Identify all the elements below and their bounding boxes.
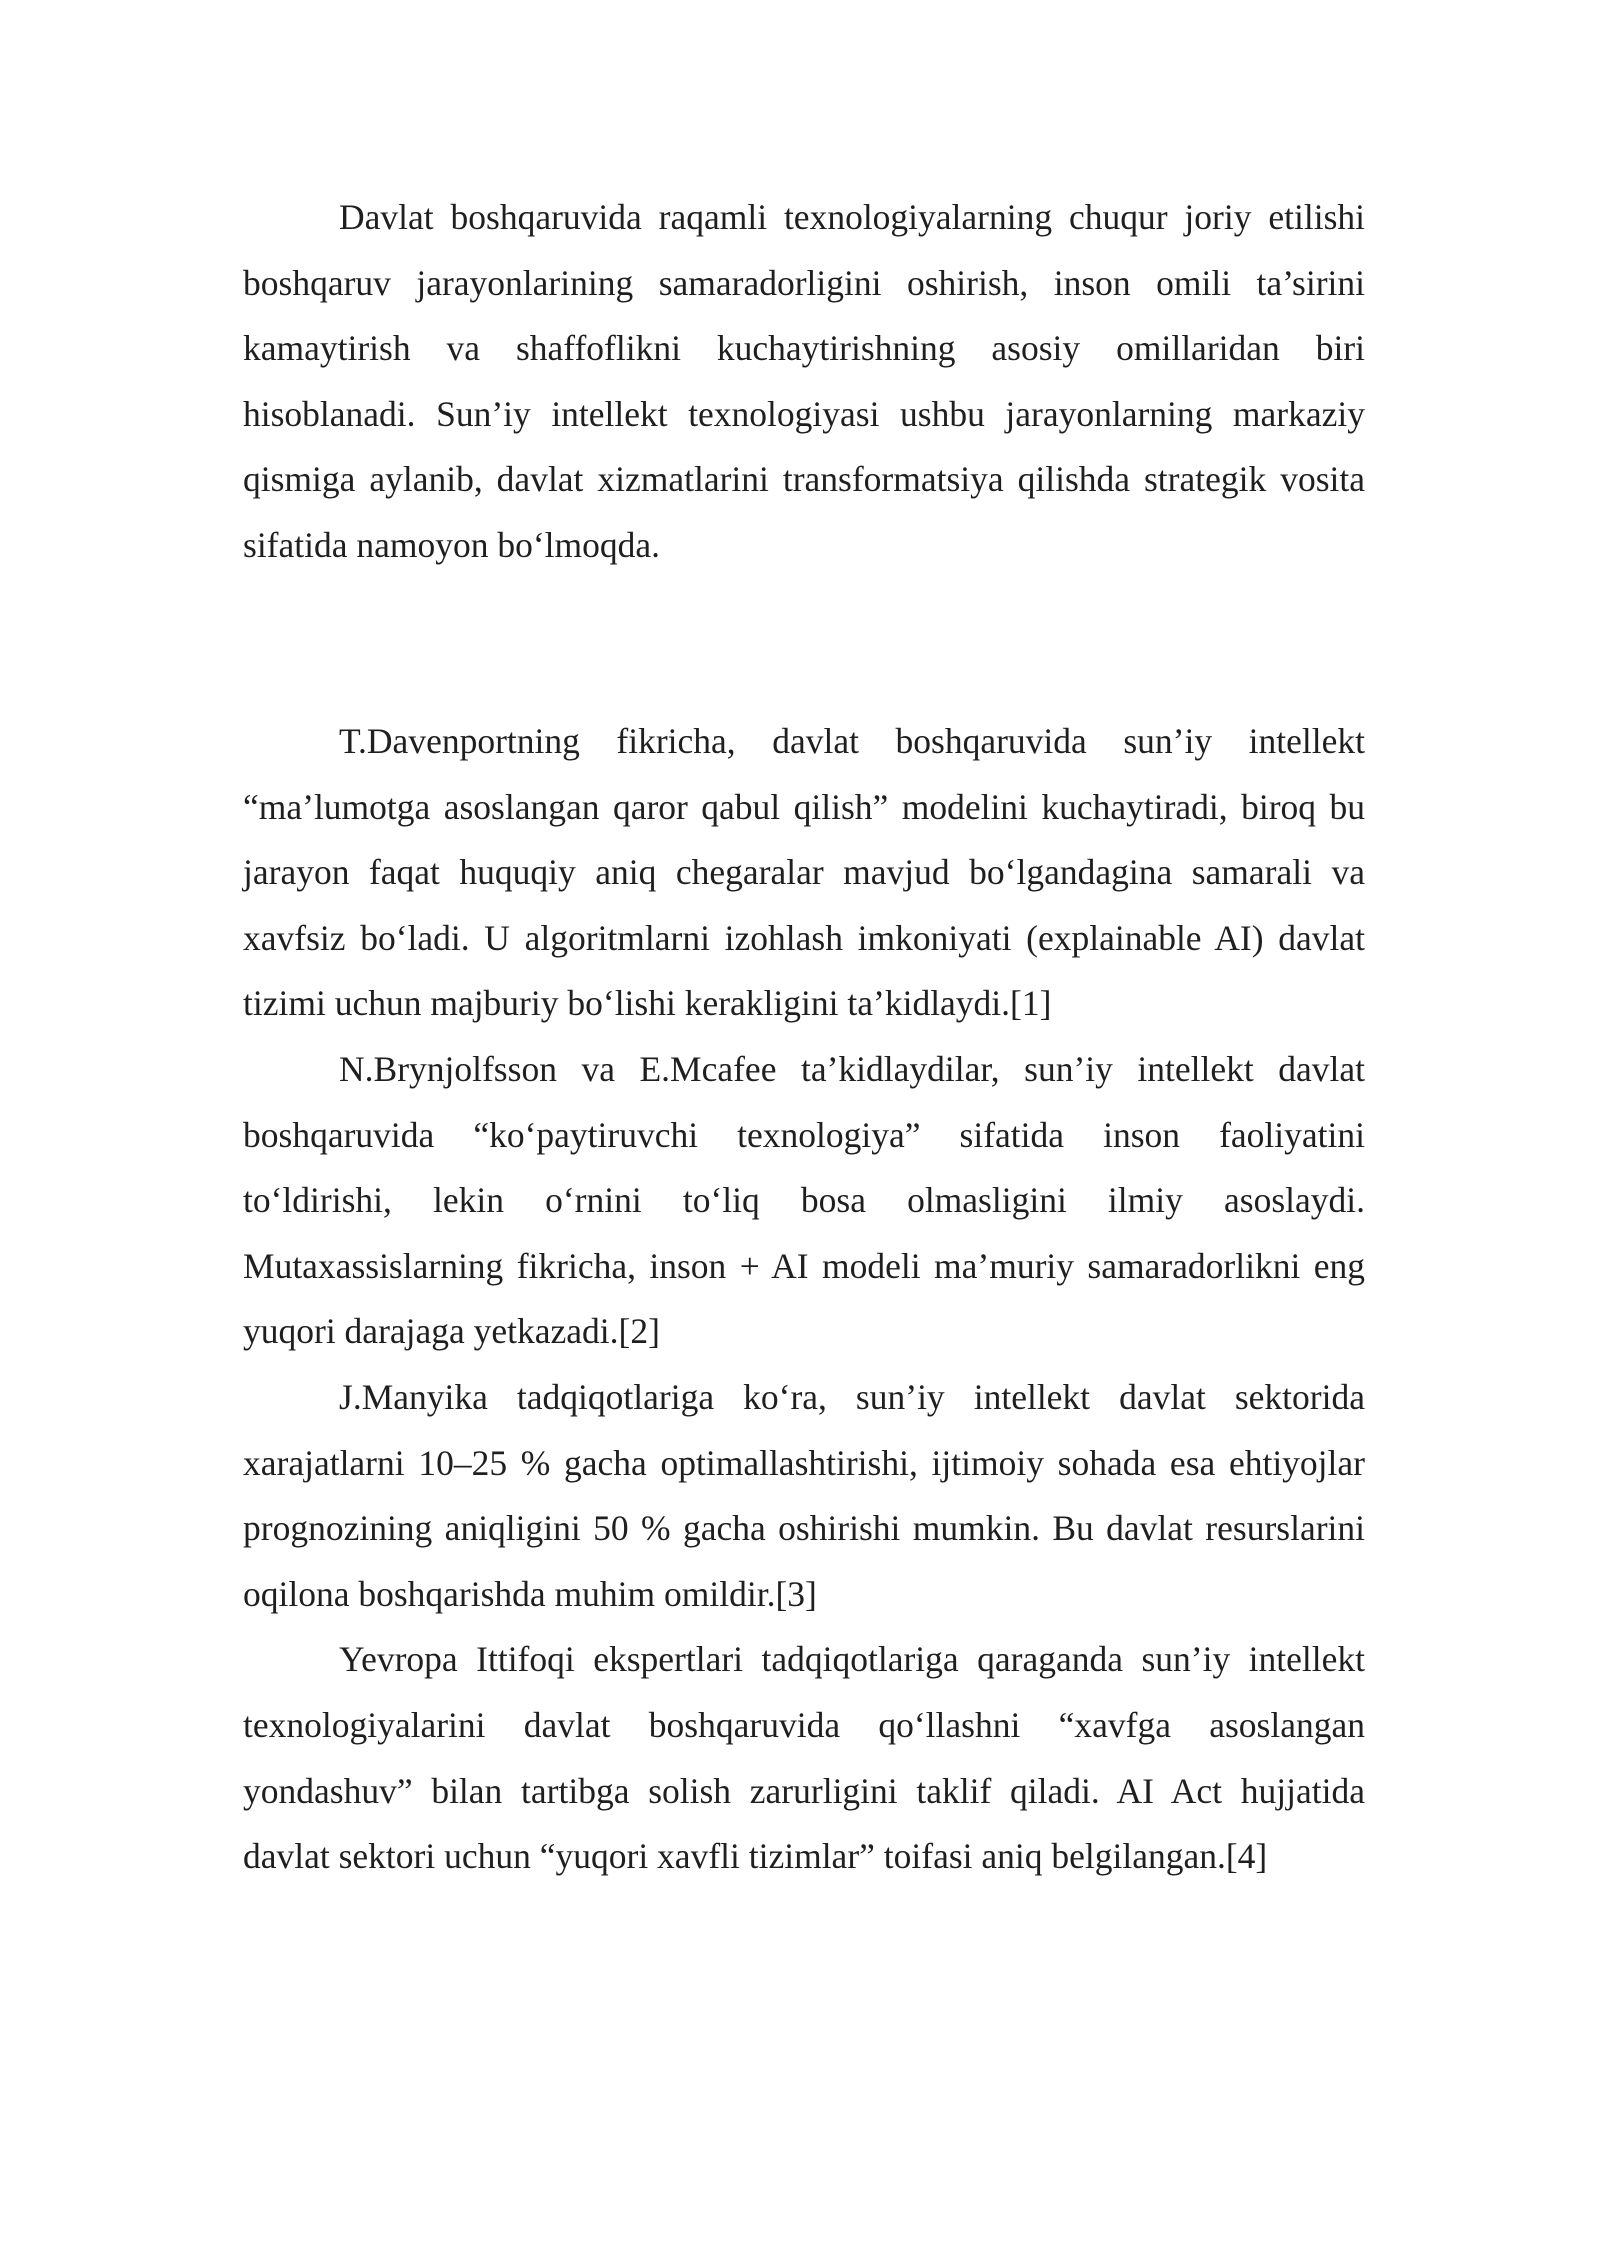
paragraph-davenport: T.Davenportning fikricha, davlat boshqaruvida sun’iy intellekt “ma’lumotga asoslangan qaror qabul qilish” modelini kuchaytiradi, biroq bu jarayon faqat huquqiy aniq chegaralar mavjud bo‘lgandagina samarali va xavfsiz bo‘ladi. U algoritmlarni izohlash imkoniyati (explainable AI) davlat tizimi uchun majburiy bo‘lishi kerakligini ta’kidlaydi.[1]	[243, 721, 1365, 1024]
paragraph-manyika: J.Manyika tadqiqotlariga ko‘ra, sun’iy intellekt davlat sektorida xarajatlarni 10–25 % gacha optimallashtirishi, ijtimoiy sohada esa ehtiyojlar prognozining aniqligini 50 % gacha oshirishi mumkin. Bu davlat resurslarini oqilona boshqarishda muhim omildir.[3]	[243, 1376, 1365, 1614]
intro-section	[243, 185, 1365, 579]
paragraph-eu-experts: Yevropa Ittifoqi ekspertlari tadqiqotlariga qaraganda sun’iy intellekt texnologiyalarini davlat boshqaruvida qo‘llashni “xavfga asoslangan yondashuv” bilan tartibga solish zarurligini taklif qiladi. AI Act hujjatida davlat sektori uchun “yuqori xavfli tizimlar” toifasi aniq belgilangan.[4]	[243, 1639, 1365, 1877]
intro-paragraph: Davlat boshqaruvida raqamli texnologiyalarning chuqur joriy etilishi boshqaruv jarayonlarining samaradorligini oshirish, inson omili ta’sirini kamaytirish va shaffoflikni kuchaytirishning asosiy omillaridan biri hisoblanadi. Sun’iy intellekt texnologiyasi ushbu jarayonlarning markaziy qismiga aylanib, davlat xizmatlarini transformatsiya qilishda strategik vosita sifatida namoyon bo‘lmoqda.	[243, 197, 1365, 565]
literature-review-section	[243, 709, 1365, 1890]
paragraph-brynjolfsson-mcafee: N.Brynjolfsson va E.Mcafee ta’kidlaydilar, sun’iy intellekt davlat boshqaruvida “ko‘paytiruvchi texnologiya” sifatida inson faoliyatini to‘ldirishi, lekin o‘rnini to‘liq bosa olmasligini ilmiy asoslaydi. Mutaxassislarning fikricha, inson + AI modeli ma’muriy samaradorlikni eng yuqori darajaga yetkazadi.[2]	[243, 1048, 1365, 1352]
